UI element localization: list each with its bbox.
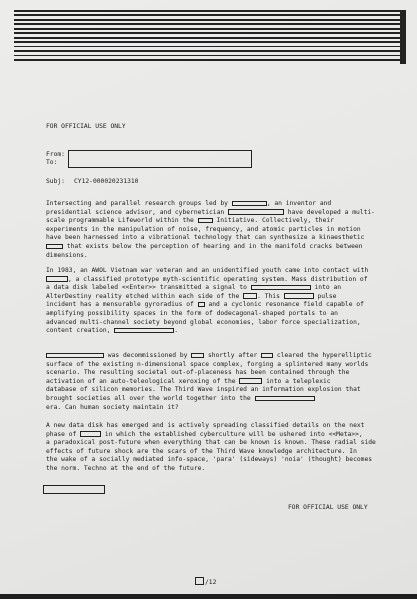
text-run: have been harnessed into a vibrational technology that can synthesize a kinaesthetic xyxy=(46,234,365,242)
redaction-box xyxy=(198,218,213,223)
redaction-box xyxy=(46,353,104,358)
text-run: scenario. The resulting societal out-of-placeness has been contained through the xyxy=(46,369,350,377)
text-run: In 1983, an AWOL Vietnam war veteran and an unidentified youth came into contact with xyxy=(46,267,369,274)
text-line xyxy=(46,422,366,431)
paragraph-4 xyxy=(46,422,376,474)
text-run: dimensions. xyxy=(46,251,88,259)
text-run: Intersecting and parallel research groups led by xyxy=(46,200,232,207)
signature-redaction xyxy=(43,485,105,494)
text-line xyxy=(46,448,366,457)
redaction-box xyxy=(191,353,204,358)
text-line xyxy=(46,208,375,218)
text-run: into a teleplexic xyxy=(262,377,331,385)
text-line xyxy=(46,465,366,474)
text-run: , an inventor and xyxy=(266,200,332,207)
text-run: phase of xyxy=(46,430,81,438)
text-line xyxy=(46,234,366,243)
text-run: incident has a mensurable gyroradius of xyxy=(46,301,198,309)
text-run: a paradoxical post-future when everything that can be known is known. These radial side xyxy=(46,439,376,447)
text-run: era. Can human society maintain it? xyxy=(46,403,179,411)
text-line xyxy=(46,301,366,310)
text-run: into an xyxy=(310,284,342,292)
redaction-box xyxy=(255,396,315,401)
text-line xyxy=(46,276,366,285)
text-run: presidential science advisor, and cybernetician xyxy=(46,208,228,216)
text-run: . xyxy=(174,327,179,335)
text-run: surface of the existing n-dimensional space complex, forging a splintered many worlds xyxy=(46,360,369,368)
text-run: advanced multi-channel society beyond global economies, labor force specialization, xyxy=(46,318,361,326)
scan-edge xyxy=(0,594,417,599)
text-line xyxy=(46,395,366,404)
text-run: database of silicon memories. The Third Wave inspired an information explosion that xyxy=(46,386,361,394)
text-run: A new data disk has emerged and is actively spreading classified details on the next xyxy=(46,422,365,429)
header-classification: FOR OFFICIAL USE ONLY xyxy=(46,123,126,130)
text-run: AlterDestiny reality etched within each side of the xyxy=(46,292,244,300)
text-line xyxy=(46,386,366,395)
text-run: brought societies all over the world together into the xyxy=(46,394,255,402)
paragraph-3 xyxy=(46,352,372,412)
text-run: cleared the hyperelliptic xyxy=(273,352,372,359)
redaction-box xyxy=(239,378,262,383)
page-number-text: /12 xyxy=(205,579,217,586)
text-line xyxy=(46,439,376,448)
redaction-box xyxy=(228,209,284,214)
text-line xyxy=(46,360,369,370)
text-line xyxy=(46,327,366,336)
redaction-box xyxy=(243,293,257,298)
redaction-box xyxy=(232,201,267,206)
text-line xyxy=(46,378,366,387)
redaction-box xyxy=(46,276,68,281)
redaction-box xyxy=(46,244,63,249)
paragraph-2 xyxy=(46,267,369,336)
text-run: effects of future shock are the scars of the Third Wave knowledge architecture. In xyxy=(46,447,357,455)
text-line xyxy=(46,352,372,361)
text-run: that exists below the perception of hearing and in the manifold cracks between xyxy=(63,242,363,250)
text-line xyxy=(46,226,366,235)
text-line xyxy=(46,431,366,440)
text-run: . This xyxy=(257,292,284,300)
text-line xyxy=(46,369,366,378)
redaction-box xyxy=(261,353,273,358)
text-line xyxy=(46,456,373,465)
text-line xyxy=(46,293,366,302)
page-number xyxy=(195,577,216,588)
redaction-box xyxy=(251,285,311,290)
to-label: To: xyxy=(46,159,58,166)
text-run: content creation, xyxy=(46,327,115,335)
text-line xyxy=(46,319,366,328)
redaction-box xyxy=(284,293,314,298)
text-run: and a cyclonic resonance field capable of xyxy=(204,301,364,309)
text-line xyxy=(46,284,366,293)
text-run: experiments in the manipulation of noise, frequency, and atomic particles in motion xyxy=(46,225,361,233)
text-line xyxy=(46,252,366,261)
text-run: scale programmable Lifeworld within the xyxy=(46,217,198,225)
text-run: the norm. Techno at the end of the future. xyxy=(46,464,206,472)
redaction-box xyxy=(114,328,174,333)
text-run: was decommissioned by xyxy=(104,352,192,359)
text-run: shortly after xyxy=(204,352,262,359)
text-run: pulse xyxy=(313,292,337,300)
text-run: Initiative. Collectively, their xyxy=(212,217,334,225)
text-run: have developed a multi- xyxy=(283,208,375,216)
page-number-redaction xyxy=(195,577,204,585)
text-line xyxy=(46,200,366,209)
text-line xyxy=(46,310,366,319)
footer-classification: FOR OFFICIAL USE ONLY xyxy=(288,504,368,511)
text-line xyxy=(46,404,366,413)
paragraph-1 xyxy=(46,200,375,260)
subject-label: Subj: xyxy=(46,178,65,185)
text-line xyxy=(46,267,369,276)
redaction-box xyxy=(198,302,205,307)
subject-value: CY12-000020231310 xyxy=(74,178,139,185)
header-stripes xyxy=(14,10,406,64)
text-run: amplifying possibility spaces in the form of dodecagonal-shaped portals to an xyxy=(46,309,338,317)
text-run: a data disk labeled <<Enter>> transmitted a signal to xyxy=(46,284,251,292)
text-run: activation of an auto-teleological xeroxing of the xyxy=(46,377,240,385)
from-to-redaction xyxy=(68,150,252,168)
text-run: in which the established cyberculture will be ushered into <<Meta>>, xyxy=(101,430,363,438)
redaction-box xyxy=(80,431,101,436)
text-run: , a classified prototype myth-scientific operating system. Mass distribution of xyxy=(68,275,368,283)
text-line xyxy=(46,217,366,226)
from-label: From: xyxy=(46,151,65,158)
text-line xyxy=(46,243,366,252)
text-run: the wake of a socially mediated info-space, 'para' (sideways) 'noia' (thought) becomes xyxy=(46,456,373,464)
